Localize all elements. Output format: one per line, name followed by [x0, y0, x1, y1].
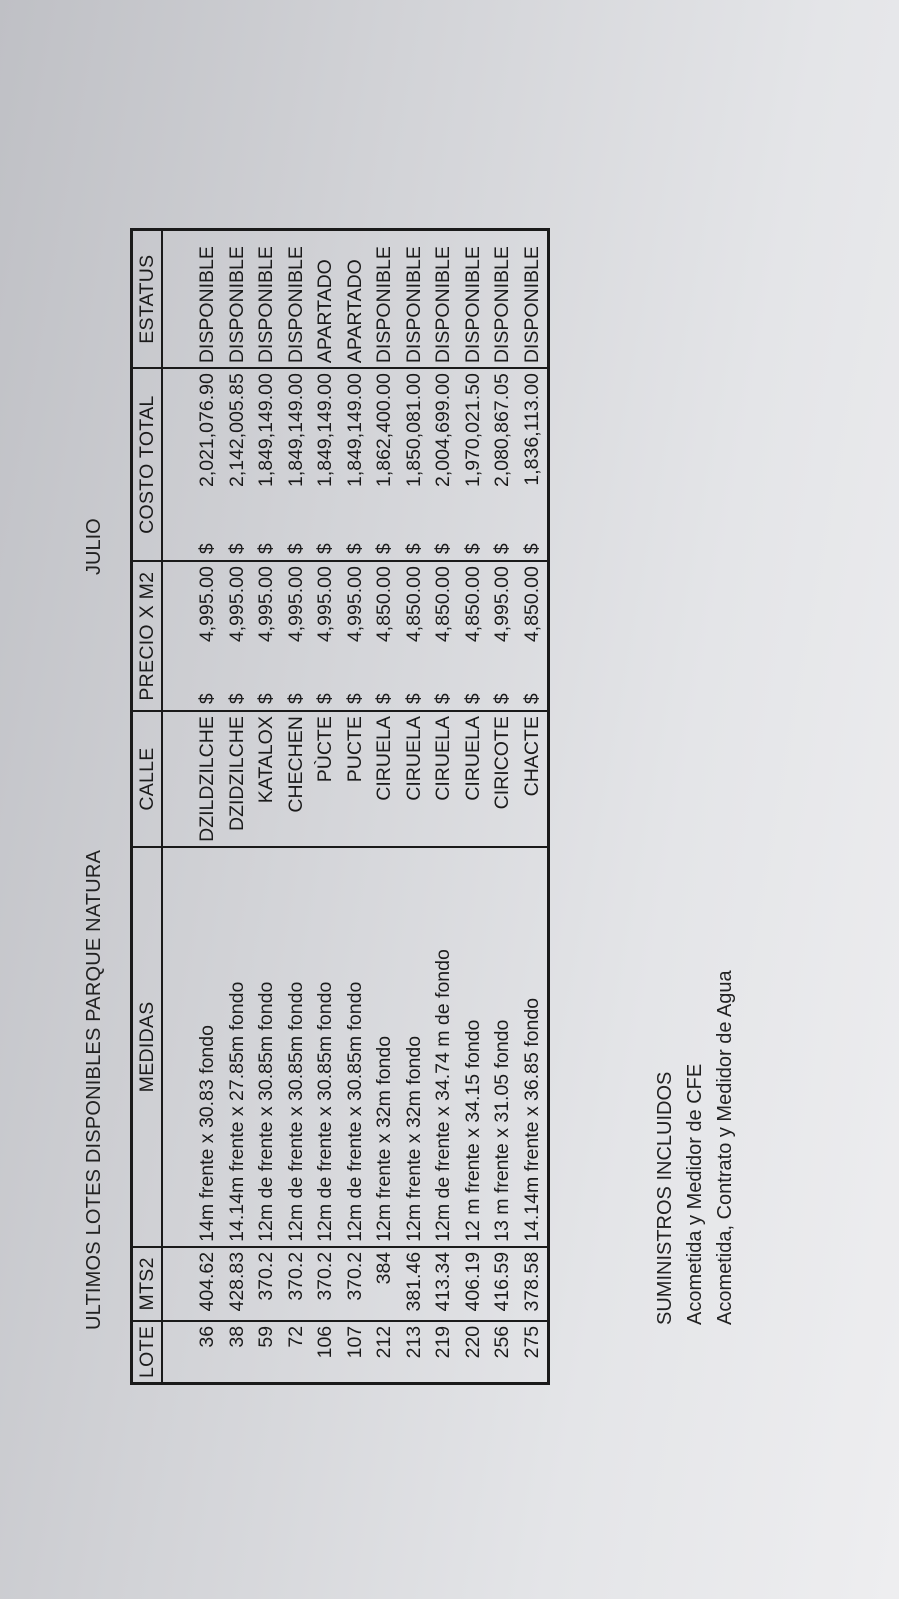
header-costo: COSTO TOTAL — [132, 368, 163, 561]
cell-medidas: 12m de frente x 30.85m fondo — [341, 847, 371, 1247]
table-body — [162, 230, 549, 1384]
cell-precio — [252, 561, 282, 711]
cell-estatus: DISPONIBLE — [223, 230, 253, 369]
cell-precio — [193, 561, 223, 711]
total-value: 2,021,076.90 — [196, 373, 219, 488]
cell-calle: CIRICOTE — [488, 711, 518, 847]
total-value: 1,849,149.00 — [255, 373, 278, 488]
table-row — [193, 230, 223, 1384]
cell-mts2: 413.34 — [429, 1247, 459, 1321]
cell-precio — [488, 561, 518, 711]
price-value: 4,995.00 — [284, 566, 307, 643]
cell-medidas: 13 m frente x 31.05 fondo — [488, 847, 518, 1247]
header-precio: PRECIO X M2 — [132, 561, 163, 711]
cell-mts2: 406.19 — [459, 1247, 489, 1321]
currency-symbol: $ — [402, 543, 425, 555]
price-value: 4,850.00 — [402, 566, 425, 643]
table-row — [459, 230, 489, 1384]
currency-symbol: $ — [196, 543, 219, 555]
cell-calle: PUCTE — [341, 711, 371, 847]
supplies-heading: SUMINISTROS INCLUIDOS — [654, 1071, 676, 1325]
cell-precio — [223, 561, 253, 711]
header-lote: LOTE — [132, 1321, 163, 1384]
cell-mts2: 370.2 — [341, 1247, 371, 1321]
cell-calle: DZIDZILCHE — [223, 711, 253, 847]
currency-symbol: $ — [196, 693, 219, 705]
table-row — [400, 230, 430, 1384]
price-value: 4,995.00 — [491, 566, 514, 643]
cell-lote: 212 — [370, 1321, 400, 1384]
currency-symbol: $ — [461, 543, 484, 555]
cell-mts2: 381.46 — [400, 1247, 430, 1321]
cell-calle: KATALOX — [252, 711, 282, 847]
cell-medidas: 12 m frente x 34.15 fondo — [459, 847, 489, 1247]
currency-symbol: $ — [284, 693, 307, 705]
cell-lote: 256 — [488, 1321, 518, 1384]
cell-precio — [459, 561, 489, 711]
cell-lote: 213 — [400, 1321, 430, 1384]
price-value: 4,995.00 — [343, 566, 366, 643]
cell-lote: 106 — [311, 1321, 341, 1384]
currency-symbol: $ — [225, 543, 248, 555]
total-value: 2,004,699.00 — [432, 373, 455, 488]
cell-precio — [282, 561, 312, 711]
price-value: 4,850.00 — [373, 566, 396, 643]
cell-lote: 72 — [282, 1321, 312, 1384]
cell-estatus: DISPONIBLE — [429, 230, 459, 369]
cell-mts2: 416.59 — [488, 1247, 518, 1321]
supplies-section — [650, 970, 740, 1325]
cell-costo — [223, 368, 253, 561]
table-row — [488, 230, 518, 1384]
cell-mts2: 370.2 — [282, 1247, 312, 1321]
cell-mts2: 428.83 — [223, 1247, 253, 1321]
cell-calle: DZILDZILCHE — [193, 711, 223, 847]
cell-precio — [518, 561, 549, 711]
total-value: 1,849,149.00 — [343, 373, 366, 488]
cell-estatus: DISPONIBLE — [400, 230, 430, 369]
header-estatus: ESTATUS — [132, 230, 163, 369]
cell-costo — [459, 368, 489, 561]
price-value: 4,995.00 — [255, 566, 278, 643]
currency-symbol: $ — [225, 693, 248, 705]
currency-symbol: $ — [343, 693, 366, 705]
cell-calle: CHECHEN — [282, 711, 312, 847]
cell-lote: 38 — [223, 1321, 253, 1384]
price-value: 4,995.00 — [225, 566, 248, 643]
cell-estatus: DISPONIBLE — [370, 230, 400, 369]
document-month: JULIO — [83, 518, 105, 575]
cell-costo — [282, 368, 312, 561]
cell-costo — [488, 368, 518, 561]
currency-symbol: $ — [314, 693, 337, 705]
total-value: 1,970,021.50 — [461, 373, 484, 488]
table-header-row — [132, 230, 163, 1384]
cell-calle: CHACTE — [518, 711, 549, 847]
table-spacer-row — [162, 230, 193, 1384]
supplies-item: Acometida y Medidor de CFE — [684, 1063, 706, 1325]
cell-estatus: DISPONIBLE — [282, 230, 312, 369]
currency-symbol: $ — [520, 693, 543, 705]
total-value: 1,862,400.00 — [373, 373, 396, 488]
cell-estatus: DISPONIBLE — [252, 230, 282, 369]
total-value: 1,850,081.00 — [402, 373, 425, 488]
currency-symbol: $ — [432, 693, 455, 705]
header-calle: CALLE — [132, 711, 163, 847]
cell-costo — [311, 368, 341, 561]
cell-calle: CIRUELA — [429, 711, 459, 847]
currency-symbol: $ — [373, 543, 396, 555]
cell-costo — [252, 368, 282, 561]
cell-lote: 59 — [252, 1321, 282, 1384]
cell-calle: CIRUELA — [459, 711, 489, 847]
total-value: 1,849,149.00 — [314, 373, 337, 488]
price-value: 4,995.00 — [314, 566, 337, 643]
table-row — [282, 230, 312, 1384]
currency-symbol: $ — [432, 543, 455, 555]
cell-costo — [370, 368, 400, 561]
cell-medidas: 14.14m frente x 36.85 fondo — [518, 847, 549, 1247]
currency-symbol: $ — [491, 543, 514, 555]
cell-lote: 275 — [518, 1321, 549, 1384]
cell-estatus: DISPONIBLE — [193, 230, 223, 369]
currency-symbol: $ — [520, 543, 543, 555]
cell-estatus: APARTADO — [341, 230, 371, 369]
total-value: 1,836,113.00 — [520, 373, 543, 486]
cell-medidas: 12m de frente x 30.85m fondo — [311, 847, 341, 1247]
table-row — [518, 230, 549, 1384]
cell-costo — [193, 368, 223, 561]
currency-symbol: $ — [284, 543, 307, 555]
cell-precio — [341, 561, 371, 711]
price-value: 4,995.00 — [196, 566, 219, 643]
table-row — [341, 230, 371, 1384]
price-value: 4,850.00 — [461, 566, 484, 643]
cell-mts2: 378.58 — [518, 1247, 549, 1321]
total-value: 2,142,005.85 — [225, 373, 248, 488]
lots-table — [130, 228, 550, 1385]
cell-precio — [400, 561, 430, 711]
cell-estatus: DISPONIBLE — [488, 230, 518, 369]
table-row — [252, 230, 282, 1384]
supplies-item: Acometida, Contrato y Medidor de Agua — [714, 970, 736, 1325]
cell-mts2: 404.62 — [193, 1247, 223, 1321]
currency-symbol: $ — [255, 543, 278, 555]
cell-medidas: 12m frente x 32m fondo — [370, 847, 400, 1247]
rotated-document-sheet — [50, 70, 750, 1430]
cell-medidas: 12m de frente x 30.85m fondo — [282, 847, 312, 1247]
cell-calle: CIRUELA — [370, 711, 400, 847]
cell-mts2: 384 — [370, 1247, 400, 1321]
document-title: ULTIMOS LOTES DISPONIBLES PARQUE NATURA — [83, 849, 105, 1330]
cell-medidas: 12m de frente x 34.74 m de fondo — [429, 847, 459, 1247]
cell-medidas: 12m frente x 32m fondo — [400, 847, 430, 1247]
total-value: 2,080,867.05 — [491, 373, 514, 488]
total-value: 1,849,149.00 — [284, 373, 307, 488]
cell-costo — [400, 368, 430, 561]
cell-lote: 219 — [429, 1321, 459, 1384]
table-row — [370, 230, 400, 1384]
cell-precio — [370, 561, 400, 711]
cell-medidas: 12m de frente x 30.85m fondo — [252, 847, 282, 1247]
currency-symbol: $ — [461, 693, 484, 705]
cell-calle: PÙCTE — [311, 711, 341, 847]
price-value: 4,850.00 — [432, 566, 455, 643]
cell-estatus: DISPONIBLE — [459, 230, 489, 369]
cell-precio — [311, 561, 341, 711]
cell-lote: 36 — [193, 1321, 223, 1384]
cell-estatus: APARTADO — [311, 230, 341, 369]
header-mts2: MTS2 — [132, 1247, 163, 1321]
currency-symbol: $ — [373, 693, 396, 705]
cell-costo — [518, 368, 549, 561]
price-value: 4,850.00 — [520, 566, 543, 643]
currency-symbol: $ — [491, 693, 514, 705]
cell-medidas: 14.14m frente x 27.85m fondo — [223, 847, 253, 1247]
cell-calle: CIRUELA — [400, 711, 430, 847]
cell-costo — [429, 368, 459, 561]
currency-symbol: $ — [314, 543, 337, 555]
table-row — [311, 230, 341, 1384]
cell-lote: 107 — [341, 1321, 371, 1384]
cell-estatus: DISPONIBLE — [518, 230, 549, 369]
cell-lote: 220 — [459, 1321, 489, 1384]
cell-mts2: 370.2 — [252, 1247, 282, 1321]
table-row — [223, 230, 253, 1384]
currency-symbol: $ — [343, 543, 366, 555]
cell-mts2: 370.2 — [311, 1247, 341, 1321]
currency-symbol: $ — [402, 693, 425, 705]
header-medidas: MEDIDAS — [132, 847, 163, 1247]
table-row — [429, 230, 459, 1384]
cell-precio — [429, 561, 459, 711]
cell-costo — [341, 368, 371, 561]
cell-medidas: 14m frente x 30.83 fondo — [193, 847, 223, 1247]
currency-symbol: $ — [255, 693, 278, 705]
